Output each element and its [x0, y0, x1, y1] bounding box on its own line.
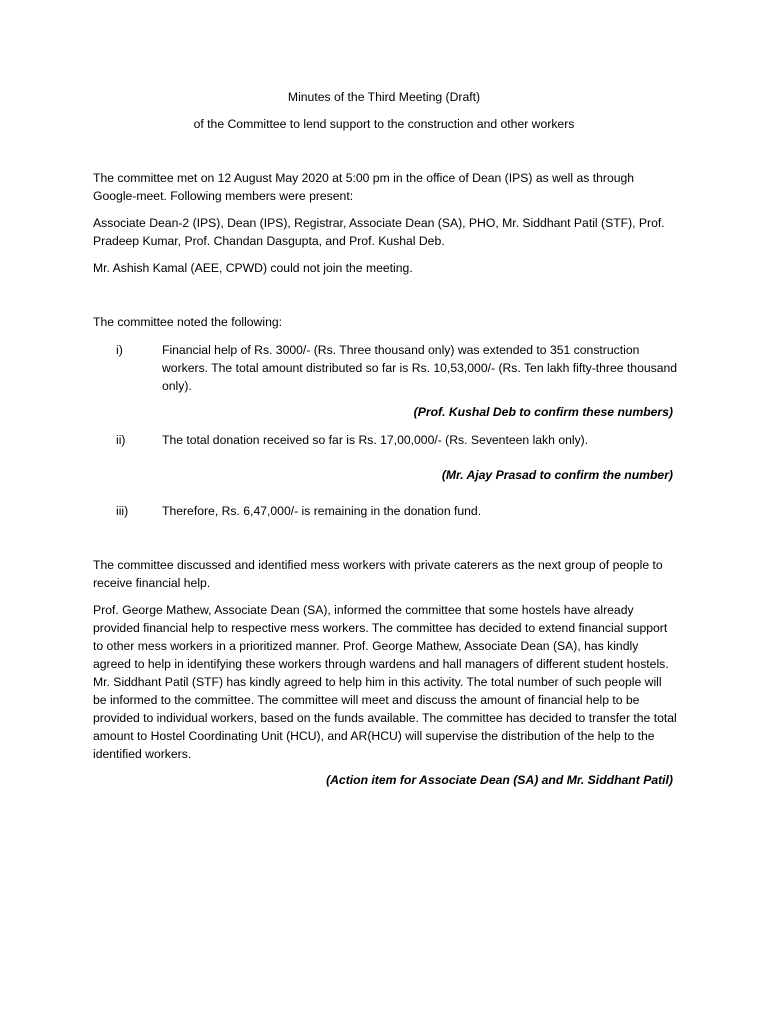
discussion-paragraph: The committee discussed and identified mess workers with private caterers as the next group of people to receive financial help.: [93, 558, 663, 590]
action-item-note: (Action item for Associate Dean (SA) and Mr. Siddhant Patil): [326, 773, 673, 787]
details-paragraph: Prof. George Mathew, Associate Dean (SA), informed the committee that some hostels have already provided financial help to respective mess workers. The committee has decided to extend financial support to other mess workers in a prioritized manner. Prof. George Mathew, Associate Dean (SA), has kindly agreed to help in identifying these workers through wardens and hall managers of different student hostels. Mr. Siddhant Patil (STF) has kindly agreed to help him in this activity. The total number of such people will be informed to the committee. The committee will meet and discuss the amount of financial help to be provided to individual workers, based on the funds available. The committee has decided to transfer the total amount to Hostel Coordinating Unit (HCU), and AR(HCU) will supervise the distribution of the help to the identified workers.: [93, 603, 677, 761]
document-subtitle: of the Committee to lend support to the construction and other workers: [193, 117, 575, 131]
list-item-number: i): [116, 343, 123, 357]
document-title: Minutes of the Third Meeting (Draft): [287, 90, 481, 104]
intro-paragraph: The committee met on 12 August May 2020 at 5:00 pm in the office of Dean (IPS) as well as through Google-meet. Following members were present:: [93, 171, 635, 203]
noted-heading: The committee noted the following:: [93, 315, 283, 329]
absent-paragraph: Mr. Ashish Kamal (AEE, CPWD) could not join the meeting.: [93, 261, 413, 275]
list-item-note: (Prof. Kushal Deb to confirm these numbers): [413, 405, 673, 419]
list-item-note: (Mr. Ajay Prasad to confirm the number): [441, 468, 673, 482]
list-item-text: Therefore, Rs. 6,47,000/- is remaining in the donation fund.: [162, 504, 482, 518]
members-paragraph: Associate Dean-2 (IPS), Dean (IPS), Registrar, Associate Dean (SA), PHO, Mr. Siddhant Patil (STF), Prof. Pradeep Kumar, Prof. Chandan Dasgupta, and Prof. Kushal Deb.: [93, 216, 665, 248]
list-item-text: The total donation received so far is Rs. 17,00,000/- (Rs. Seventeen lakh only).: [162, 433, 589, 447]
list-item-number: iii): [116, 504, 129, 518]
list-item-text: Financial help of Rs. 3000/- (Rs. Three thousand only) was extended to 351 construction workers. The total amount distributed so far is Rs. 10,53,000/- (Rs. Ten lakh fifty-three thousand only).: [162, 343, 678, 393]
list-item-number: ii): [116, 433, 126, 447]
